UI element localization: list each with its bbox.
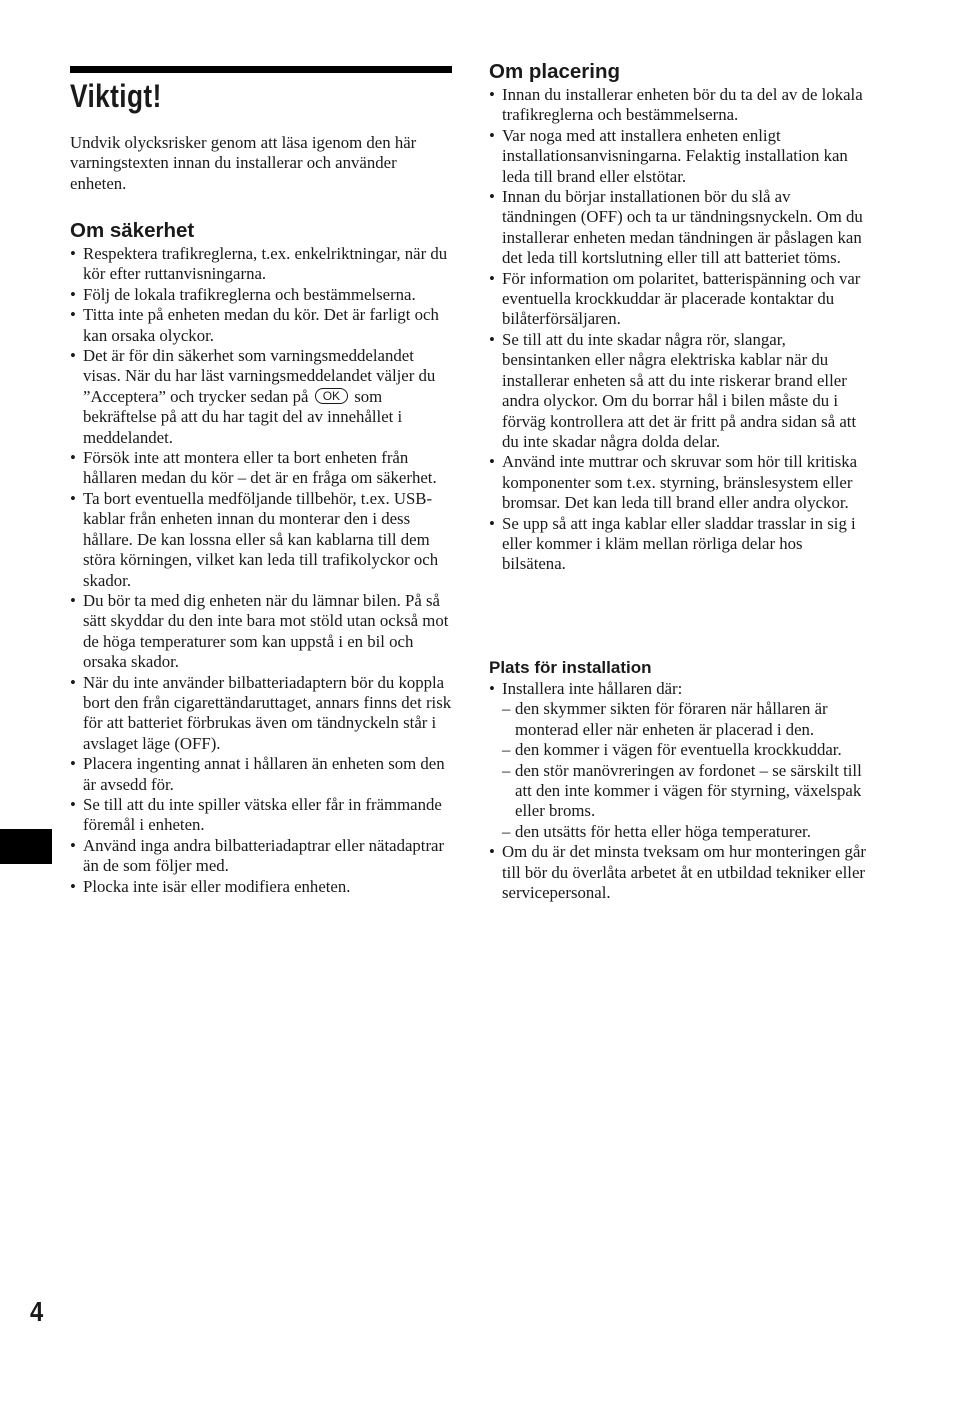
placement-heading: Om placering bbox=[489, 60, 621, 83]
list-item: • Se upp så att inga kablar eller sladdar trasslar in sig i eller kommer i kläm mellan rörliga delar hos bilsätena. bbox=[489, 514, 869, 575]
list-item: • Innan du börjar installationen bör du slå av tändningen (OFF) och ta ur tändningsnyckeln. Om du installerar enheten medan tändningen är påslagen kan det leda till kortslutning eller till att batteriet töms. bbox=[489, 187, 869, 269]
sub-list-item: – den stör manövreringen av fordonet – se särskilt till att den inte kommer i vägen för styrning, växelspak eller broms. bbox=[502, 761, 869, 822]
list-item: • Titta inte på enheten medan du kör. Det är farligt och kan orsaka olyckor. bbox=[70, 305, 452, 346]
list-item: • Placera ingenting annat i hållaren än enheten som den är avsedd för. bbox=[70, 754, 452, 795]
section-tab-marker bbox=[0, 829, 52, 864]
title-rule bbox=[70, 66, 452, 73]
sub-list-item: – den kommer i vägen för eventuella krockkuddar. bbox=[502, 740, 869, 760]
list-item: • Installera inte hållaren där: bbox=[489, 679, 869, 699]
list-item: • Om du är det minsta tveksam om hur monteringen går till bör du överlåta arbetet åt en utbildad tekniker eller servicepersonal. bbox=[489, 842, 869, 903]
list-item: • Innan du installerar enheten bör du ta del av de lokala trafikreglerna och bestämmelserna. bbox=[489, 85, 869, 126]
safety-heading: Om säkerhet bbox=[70, 219, 195, 242]
ok-text-after: som bekräftelse på att du har tagit del av innehållet i meddelandet. bbox=[83, 386, 403, 447]
list-item: • För information om polaritet, batterispänning och var eventuella krockkuddar är placerade kontaktar du bilåterförsäljaren. bbox=[489, 269, 869, 330]
list-item: • När du inte använder bilbatteriadaptern bör du koppla bort den från cigarettändaruttaget, annars finns det risk för att batteriet förbrukas även om tändnyckeln står i avslaget läge (OFF). bbox=[70, 673, 452, 755]
location-sublist bbox=[502, 699, 869, 842]
list-item: • Använd inga andra bilbatteriadaptrar eller nätadaptrar än de som följer med. bbox=[70, 836, 452, 877]
location-heading: Plats för installation bbox=[489, 658, 652, 677]
list-item: • Följ de lokala trafikreglerna och bestämmelserna. bbox=[70, 285, 452, 305]
list-item-ok bbox=[70, 346, 452, 448]
list-item: • Respektera trafikreglerna, t.ex. enkelriktningar, när du kör efter ruttanvisningarna. bbox=[70, 244, 452, 285]
safety-list bbox=[70, 244, 452, 897]
location-final-list bbox=[489, 842, 869, 903]
list-item: • Var noga med att installera enheten enligt installationsanvisningarna. Felaktig installation kan leda till brand eller elstötar. bbox=[489, 126, 869, 187]
safety-section bbox=[70, 218, 452, 897]
location-list bbox=[489, 679, 869, 699]
placement-list bbox=[489, 85, 869, 575]
list-item: • Försök inte att montera eller ta bort enheten från hållaren medan du kör – det är en fråga om säkerhet. bbox=[70, 448, 452, 489]
location-section bbox=[489, 657, 869, 903]
page-title: Viktigt! bbox=[70, 78, 162, 114]
list-item: • Använd inte muttrar och skruvar som hör till kritiska komponenter som t.ex. styrning, bränslesystem eller bromsar. Det kan leda till brand eller andra olyckor. bbox=[489, 452, 869, 513]
placement-section bbox=[489, 59, 869, 575]
intro-paragraph: Undvik olycksrisker genom att läsa igenom den här varningstexten innan du installerar och använder enheten. bbox=[70, 133, 417, 193]
list-item: • Se till att du inte spiller vätska eller får in främmande föremål i enheten. bbox=[70, 795, 452, 836]
ok-text-before: Det är för din säkerhet som varningsmeddelandet visas. När du har läst varningsmeddelandet väljer du ”Acceptera” och trycker sedan på bbox=[83, 346, 436, 406]
sub-list-item: – den skymmer sikten för föraren när hållaren är monterad eller när enheten är placerad i den. bbox=[502, 699, 869, 740]
list-item: • Se till att du inte skadar några rör, slangar, bensintanken eller några elektriska kablar när du installerar enheten så att du inte riskerar brand eller andra olyckor. Om du borrar hål i bilen måste du i förväg kontrollera att det är fritt på andra sidan så att du inte skadar några dolda delar. bbox=[489, 330, 869, 452]
page-number: 4 bbox=[30, 1296, 44, 1327]
list-item: • Plocka inte isär eller modifiera enheten. bbox=[70, 877, 452, 897]
list-item: • Du bör ta med dig enheten när du lämnar bilen. På så sätt skyddar du den inte bara mot stöld utan också mot de höga temperaturer som kan uppstå i en bil och orsaka skador. bbox=[70, 591, 452, 673]
ok-button-icon: OK bbox=[315, 388, 348, 404]
sub-list-item: – den utsätts för hetta eller höga temperaturer. bbox=[502, 822, 869, 842]
list-item: • Ta bort eventuella medföljande tillbehör, t.ex. USB-kablar från enheten innan du monterar den i dess hållare. De kan lossna eller så kan kablarna till dem störa körningen, vilket kan leda till trafikolyckor och skador. bbox=[70, 489, 452, 591]
